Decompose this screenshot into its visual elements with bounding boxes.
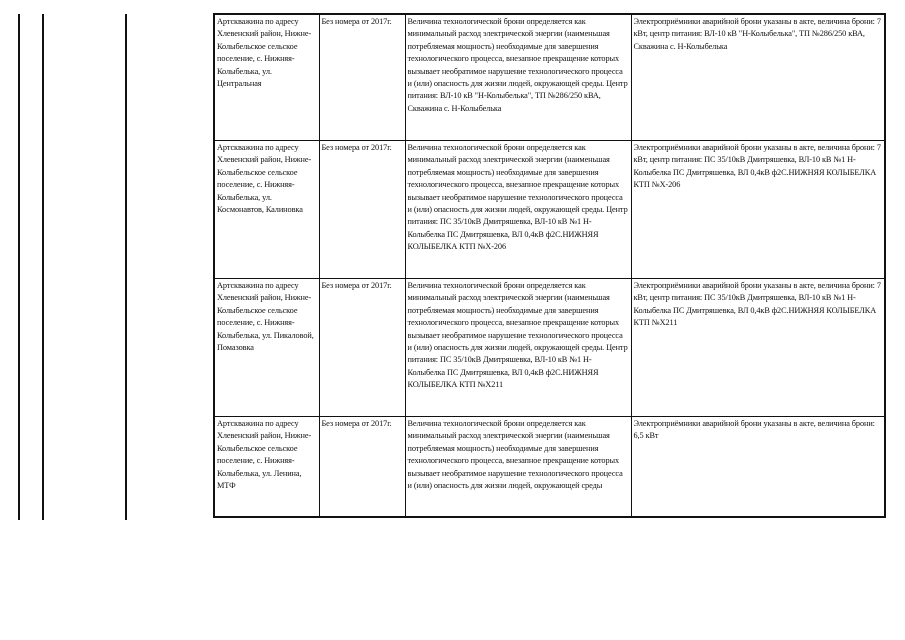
object-address-cell: Артскважина по адресу Хлевенский район, Нижне-Колыбельское сельское поселение, с. Нижняя-Колыбелька, ул. Центральная bbox=[214, 14, 319, 141]
receivers-cell: Электроприёмники аварийной брони указаны в акте, величина брони: 7 кВт, центр питания: ПС 35/10кВ Дмитряшевка, ВЛ-10 кВ №1 Н-Колыбелка ПС Дмитряшевка, ВЛ 0,4кВ ф2С.НИЖНЯЯ КОЛЫБЕЛКА КТП №Х-206 bbox=[631, 141, 885, 279]
receivers-cell: Электроприёмники аварийной брони указаны в акте, величина брони: 6,5 кВт bbox=[631, 417, 885, 518]
object-address-cell: Артскважина по адресу Хлевенский район, Нижне-Колыбельское сельское поселение, с. Нижняя-Колыбелька, ул. Космонавтов, Калиновка bbox=[214, 141, 319, 279]
reserve-description-cell: Величина технологической брони определяется как минимальный расход электрической энергии (наименьшая потребляемая мощность) необходимые для завершения технологического процесса, внезапное прекращение которых вызывает необратимое нарушение технологического процесса и (или) опасность для жизни людей, окружающей среды. Центр питания: ПС 35/10кВ Дмитряшевка, ВЛ-10 кВ №1 Н-Колыбелка ПС Дмитряшевка, ВЛ 0,4кВ ф2С.НИЖНЯЯ КОЛЫБЕЛКА КТП №Х211 bbox=[405, 279, 631, 417]
act-reference-cell: Без номера от 2017г. bbox=[319, 279, 405, 417]
act-reference-cell: Без номера от 2017г. bbox=[319, 141, 405, 279]
act-reference-cell: Без номера от 2017г. bbox=[319, 417, 405, 518]
emergency-reserve-table bbox=[213, 13, 886, 518]
table-row bbox=[214, 279, 885, 417]
table-row bbox=[214, 141, 885, 279]
object-address-cell: Артскважина по адресу Хлевенский район, Нижне-Колыбельское сельское поселение, с. Нижняя-Колыбелька, ул. Пикаловой, Помазовка bbox=[214, 279, 319, 417]
receivers-cell: Электроприёмники аварийной брони указаны в акте, величина брони: 7 кВт, центр питания: ВЛ-10 кВ "Н-Колыбелька", ТП №286/250 кВА, Скважина с. Н-Колыбелька bbox=[631, 14, 885, 141]
reserve-description-cell: Величина технологической брони определяется как минимальный расход электрической энергии (наименьшая потребляемая мощность) необходимые для завершения технологического процесса, внезапное прекращение которых вызывает необратимое нарушение технологического процесса и (или) опасность для жизни людей, окружающей среды. Центр питания: ВЛ-10 кВ "Н-Колыбелька", ТП №286/250 кВА, Скважина с. Н-Колыбелька bbox=[405, 14, 631, 141]
left-column-border-2 bbox=[42, 14, 44, 520]
reserve-description-cell: Величина технологической брони определяется как минимальный расход электрической энергии (наименьшая потребляемая мощность) необходимые для завершения технологического процесса, внезапное прекращение которых вызывает необратимое нарушение технологического процесса и (или) опасность для жизни людей, окружающей среды. Центр питания: ПС 35/10кВ Дмитряшевка, ВЛ-10 кВ №1 Н-Колыбелка ПС Дмитряшевка, ВЛ 0,4кВ ф2С.НИЖНЯЯ КОЛЫБЕЛКА КТП №Х-206 bbox=[405, 141, 631, 279]
left-column-border-1 bbox=[18, 14, 20, 520]
object-address-cell: Артскважина по адресу Хлевенский район, Нижне-Колыбельское сельское поселение, с. Нижняя-Колыбелька, ул. Ленина, МТФ bbox=[214, 417, 319, 518]
reserve-description-cell: Величина технологической брони определяется как минимальный расход электрической энергии (наименьшая потребляемая мощность) необходимые для завершения технологического процесса, внезапное прекращение которых вызывает необратимое нарушение технологического процесса и (или) опасность для жизни людей, окружающей среды bbox=[405, 417, 631, 518]
receivers-cell: Электроприёмники аварийной брони указаны в акте, величина брони: 7 кВт, центр питания: ПС 35/10кВ Дмитряшевка, ВЛ-10 кВ №1 Н-Колыбелка ПС Дмитряшевка, ВЛ 0,4кВ ф2С.НИЖНЯЯ КОЛЫБЕЛКА КТП №Х211 bbox=[631, 279, 885, 417]
left-column-border-3 bbox=[125, 14, 127, 520]
table-row bbox=[214, 417, 885, 518]
document-table-wrapper bbox=[213, 13, 884, 518]
act-reference-cell: Без номера от 2017г. bbox=[319, 14, 405, 141]
table-row bbox=[214, 14, 885, 141]
